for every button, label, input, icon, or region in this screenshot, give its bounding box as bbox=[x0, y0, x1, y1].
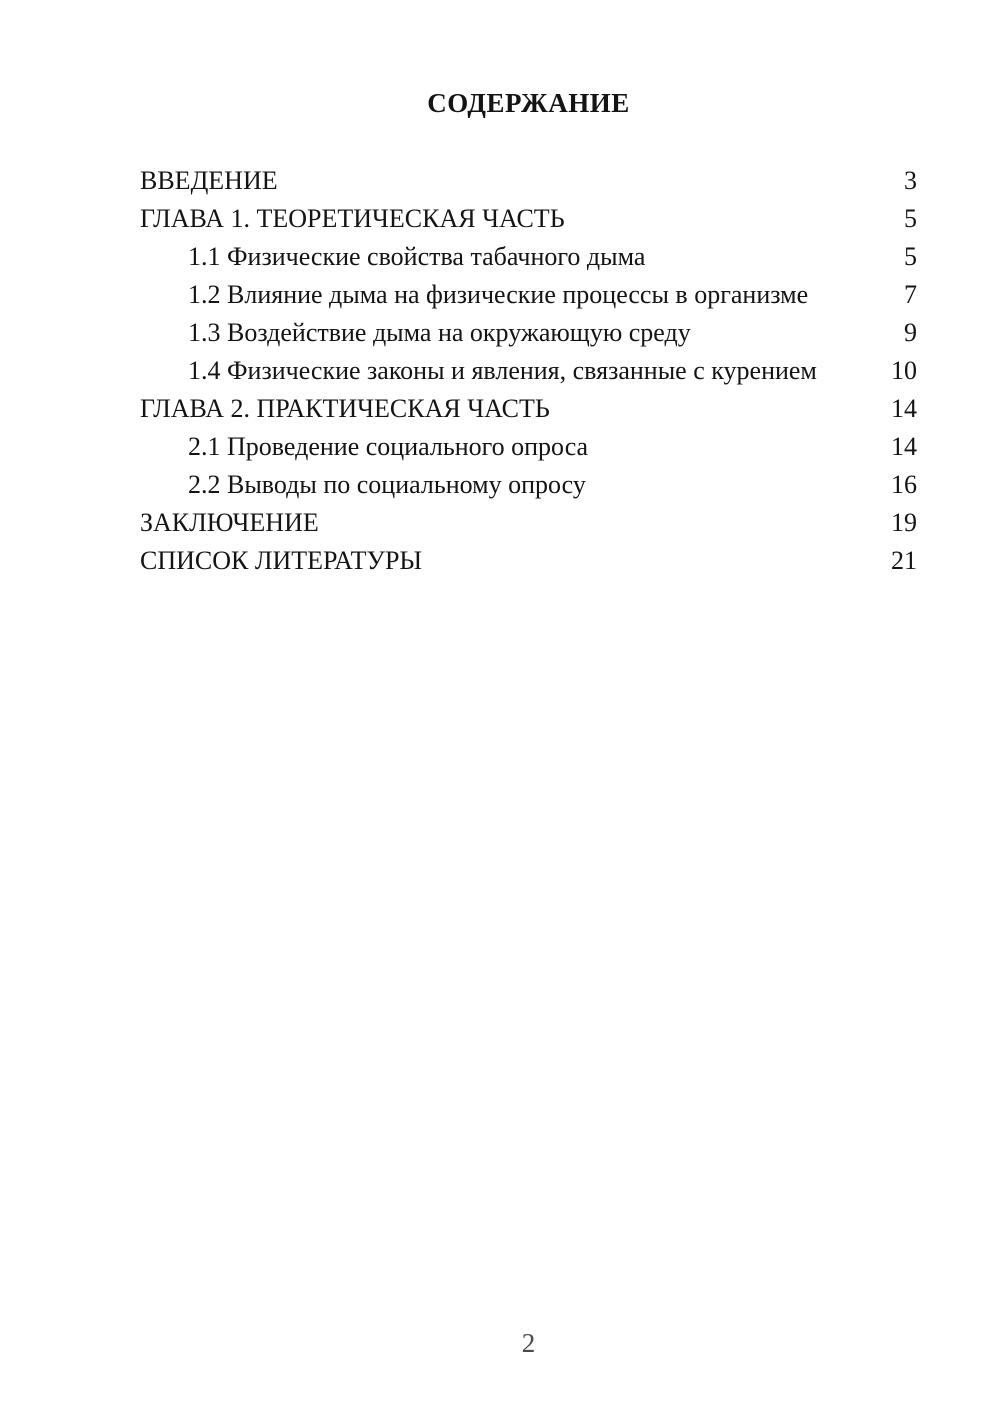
page-title: СОДЕРЖАНИЕ bbox=[427, 88, 630, 118]
toc-entry bbox=[140, 200, 917, 238]
toc-entry bbox=[140, 314, 917, 352]
toc-entry-page: 7 bbox=[904, 280, 917, 309]
toc-entry-label: 1.2 Влияние дыма на физические процессы в организме bbox=[188, 280, 809, 309]
toc-entry bbox=[140, 504, 917, 542]
toc-entry bbox=[140, 352, 917, 390]
toc-entry bbox=[140, 428, 917, 466]
toc-entry-label: 1.4 Физические законы и явления, связанные с курением bbox=[188, 356, 817, 385]
page-number-footer: 2 bbox=[521, 1328, 536, 1358]
toc-entry bbox=[140, 542, 917, 580]
toc-entry-page: 5 bbox=[904, 204, 917, 233]
toc-entry-label: ГЛАВА 2. ПРАКТИЧЕСКАЯ ЧАСТЬ bbox=[140, 394, 550, 423]
toc-entry-label: 2.2 Выводы по социальному опросу bbox=[188, 470, 586, 499]
toc-entry-label: 1.1 Физические свойства табачного дыма bbox=[188, 242, 646, 271]
toc-entry-page: 16 bbox=[891, 470, 917, 499]
toc-entry bbox=[140, 390, 917, 428]
toc-entry-page: 10 bbox=[891, 356, 917, 385]
toc-entry-label: СПИСОК ЛИТЕРАТУРЫ bbox=[140, 546, 423, 575]
table-of-contents bbox=[140, 162, 917, 580]
toc-entry-page: 5 bbox=[904, 242, 917, 271]
toc-entry-page: 21 bbox=[891, 546, 917, 575]
toc-entry-label: ВВЕДЕНИЕ bbox=[140, 166, 278, 195]
toc-entry-label: ГЛАВА 1. ТЕОРЕТИЧЕСКАЯ ЧАСТЬ bbox=[140, 204, 565, 233]
toc-entry bbox=[140, 238, 917, 276]
toc-entry bbox=[140, 162, 917, 200]
toc-entry-page: 14 bbox=[891, 432, 917, 461]
toc-entry-page: 9 bbox=[904, 318, 917, 347]
toc-entry bbox=[140, 466, 917, 504]
toc-entry-label: 2.1 Проведение социального опроса bbox=[188, 432, 589, 461]
toc-entry-label: 1.3 Воздействие дыма на окружающую среду bbox=[188, 318, 691, 347]
toc-entry-page: 14 bbox=[891, 394, 917, 423]
toc-entry-page: 3 bbox=[904, 166, 917, 195]
toc-entry bbox=[140, 276, 917, 314]
toc-entry-label: ЗАКЛЮЧЕНИЕ bbox=[140, 508, 319, 537]
toc-entry-page: 19 bbox=[891, 508, 917, 537]
